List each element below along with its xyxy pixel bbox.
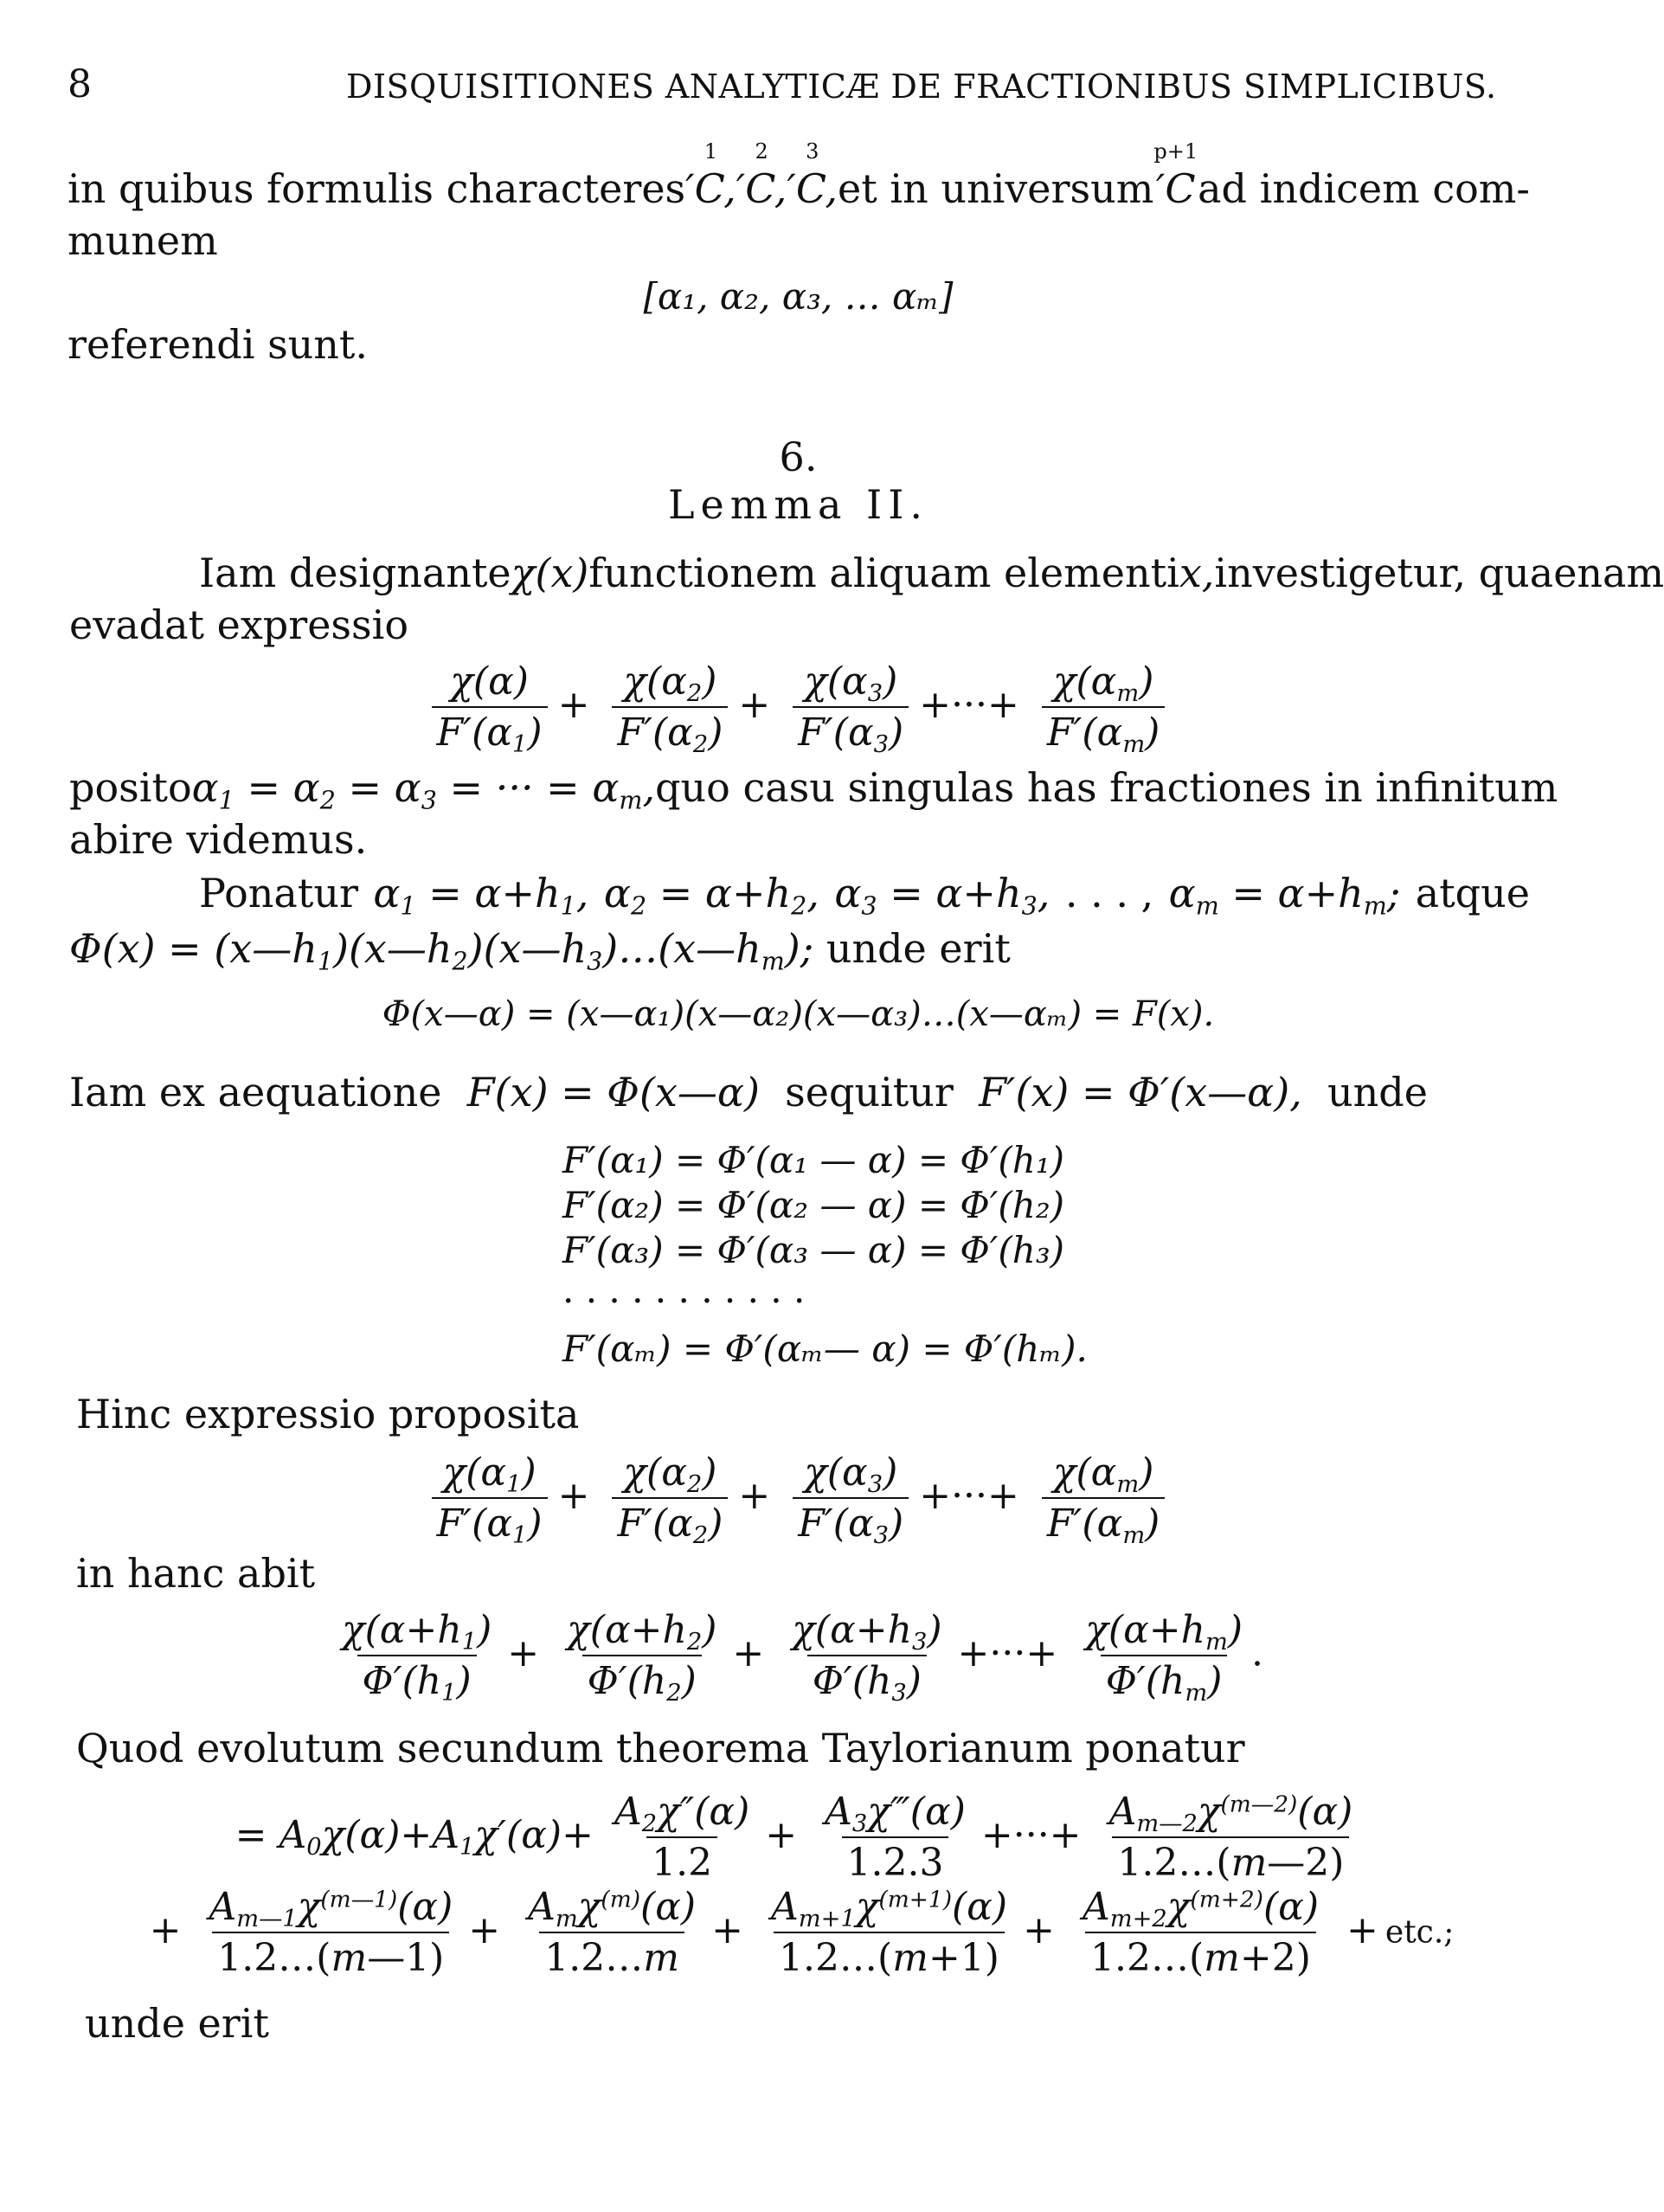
intro-line-1 [67, 139, 1530, 215]
para2-line1 [69, 762, 1558, 815]
equation-sum-2: $\frac{\chi(\alpha_1)}{F'(\alpha_1)}$ + $\frac{\chi(\alpha_2)}{F'(\alpha_2)}$ + $\frac{\chi(\alpha_3)}{F'(\alpha_3)}$ +···+ $\frac{\chi(\alpha_m)}{F'(\alpha_m)}$ [0, 1450, 1597, 1546]
ponatur: Ponatur [199, 870, 358, 916]
unde-erit-2: unde erit [85, 2000, 269, 2047]
deriv-row-1: F′(α₁) = Φ′(α₁ — α) = Φ′(h₁) [562, 1139, 1065, 1181]
in-hanc-text: in hanc abit [76, 1550, 316, 1597]
taylor-line-1: = $A_0\chi(\alpha)+A_1\chi'(\alpha)+$ $\frac{A_2\chi''(\alpha)}{1.2}$ + $\frac{A_3\chi‴(\alpha)}{1.2.3}$ +···+ $\frac{A_{m—2}\chi^{(m—2)}(\alpha)}{1.2\dots(m—2)}$ [235, 1790, 1353, 1885]
index-list: [α₁, α₂, α₃, … αₘ] [643, 275, 954, 318]
char-C2: 2 ′C, [736, 139, 787, 212]
taylor-line-2: + $\frac{A_{m—1}\chi^{(m—1)}(\alpha)}{1.2\dots(m—1)}$ + $\frac{A_m\chi^{(m)}(\alpha)}{1.2\dots m}$ + $\frac{A_{m+1}\chi^{(m+1)}(\alpha)}{1.2\dots(m+1)}$ + $\frac{A_{m+2}\chi^{(m+2)}(\alpha)}{1.2\dots(m+2)}$ + etc.; [149, 1885, 1455, 1980]
alpha-equalities: $\alpha_1 = \alpha_2 = \alpha_3$ = ··· = $\alpha_m$, [191, 764, 656, 815]
atque: atque [1415, 870, 1530, 916]
para1-line1 [199, 547, 1664, 599]
char-C1: 1 ′C, [685, 139, 736, 212]
intro-text-2: et in universum [838, 165, 1154, 212]
hinc-text: Hinc expressio proposita [76, 1391, 580, 1437]
quod-text: Quod evolutum secundum theorema Taylorianum ponatur [76, 1725, 1245, 1772]
intro-text-3: ad indicem com- [1198, 165, 1530, 212]
char-C3: 3 ′C, [787, 139, 838, 212]
equation-sum-1: $\frac{\chi(\alpha)}{F'(\alpha_1)}$ + $\frac{\chi(\alpha_2)}{F'(\alpha_2)}$ + $\frac{\chi(\alpha_3)}{F'(\alpha_3)}$ +···+ $\frac{\chi(\alpha_m)}{F'(\alpha_m)}$ [0, 659, 1597, 755]
para1-a: Iam designante [199, 550, 511, 596]
posito: posito [69, 764, 192, 811]
chi-x: χ(x) [511, 550, 589, 596]
para2-abire: abire videmus. [69, 816, 368, 863]
para2-quo: quo casu singulas has fractiones in infinitum [655, 764, 1558, 811]
etc-text: etc.; [1385, 1914, 1455, 1951]
para3-line1: Ponatur $\alpha_1 = \alpha+h_1$, $\alpha_2 = \alpha+h_2$, $\alpha_3 = \alpha+h_3$, . . . , $\alpha_m = \alpha+h_m$; atque [199, 867, 1530, 919]
unde-erit-1: unde erit [826, 925, 1011, 972]
section-title: Lemma II. [667, 481, 929, 528]
equation-phi: Φ(x—α) = (x—α₁)(x—α₂)(x—α₃)…(x—αₘ) = F(x). [382, 994, 1215, 1034]
section-number: 6. [779, 434, 818, 480]
running-title: DISQUISITIONES ANALYTICÆ DE FRACTIONIBUS SIMPLICIBUS. [346, 68, 1497, 106]
para4-line: Iam ex aequatione F(x) = Φ(x—α) sequitur F′(x) = Φ′(x—α), unde [69, 1069, 1428, 1116]
deriv-row-m: F′(αₘ) = Φ′(αₘ— α) = Φ′(hₘ). [562, 1328, 1088, 1370]
equation-sum-3: $\frac{\chi(\alpha+h_1)}{\Phi'(h_1)}$ + $\frac{\chi(\alpha+h_2)}{\Phi'(h_2)}$ + $\frac{\chi(\alpha+h_3)}{\Phi'(h_3)}$ +···+ $\frac{\chi(\alpha+h_m)}{\Phi'(h_m)}$ . [341, 1608, 1264, 1707]
deriv-row-3: F′(α₃) = Φ′(α₃ — α) = Φ′(h₃) [562, 1229, 1065, 1271]
deriv-row-2: F′(α₂) = Φ′(α₂ — α) = Φ′(h₂) [562, 1184, 1065, 1226]
page-header [67, 62, 1539, 114]
intro-text-4: munem [67, 217, 218, 264]
intro-text-1: in quibus formulis characteres [67, 165, 686, 212]
var-x: x, [1179, 550, 1215, 596]
deriv-row-dots: . . . . . . . . . . . [562, 1269, 806, 1311]
char-Cp: p+1 ′C [1153, 139, 1198, 212]
page-number: 8 [67, 62, 92, 106]
para3-line2: $\Phi(x) = (x—h_1)(x—h_2)(x—h_3)\dots(x—h_m)$; unde erit [69, 925, 1011, 976]
para1-line2: evadat expressio [69, 601, 409, 648]
para1-b: functionem aliquam elementi [588, 550, 1179, 596]
referendi-text: referendi sunt. [67, 321, 369, 368]
para1-c: investigetur, quaenam [1214, 550, 1664, 596]
